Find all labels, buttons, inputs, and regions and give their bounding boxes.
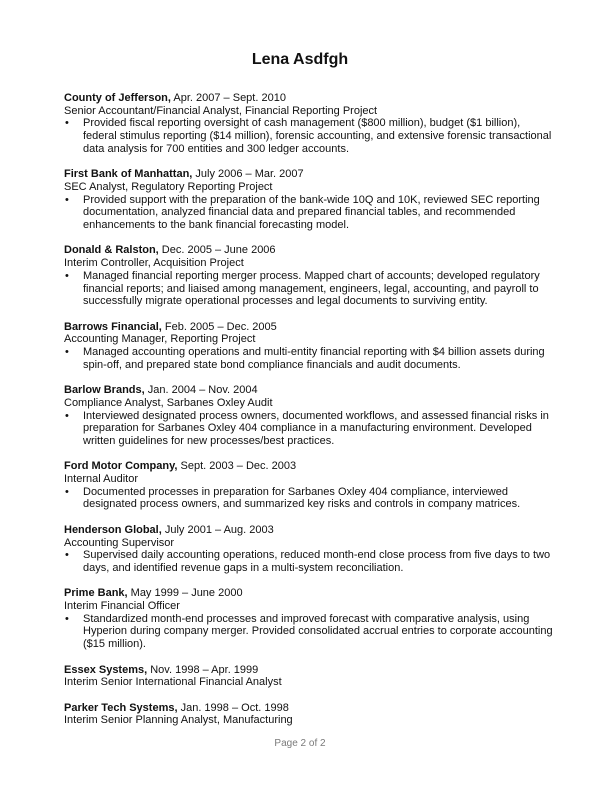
bullet-icon: • (65, 485, 69, 498)
bullet-item (64, 613, 554, 651)
job-entry (64, 244, 554, 308)
job-dates: Nov. 1998 – Apr. 1999 (147, 663, 259, 676)
job-entry (64, 664, 554, 689)
company-name: Parker Tech Systems, (64, 701, 178, 714)
job-dates: May 1999 – June 2000 (127, 587, 243, 600)
bullet-list (64, 613, 554, 651)
bullet-icon: • (65, 549, 69, 562)
company-name: Donald & Ralston, (64, 244, 159, 257)
job-heading (64, 524, 554, 537)
job-entry (64, 460, 554, 511)
bullet-icon: • (65, 193, 69, 206)
job-dates: July 2006 – Mar. 2007 (192, 168, 304, 181)
bullet-item (64, 270, 554, 308)
company-name: Barlow Brands, (64, 384, 145, 397)
job-entry (64, 524, 554, 575)
company-name: Ford Motor Company, (64, 460, 178, 473)
bullet-list (64, 117, 554, 155)
job-entry (64, 702, 554, 727)
job-dates: July 2001 – Aug. 2003 (161, 523, 274, 536)
job-dates: Jan. 2004 – Nov. 2004 (144, 384, 258, 397)
job-entry (64, 321, 554, 372)
job-heading (64, 587, 554, 600)
company-name: Essex Systems, (64, 663, 148, 676)
job-dates: Jan. 1998 – Oct. 1998 (177, 701, 289, 714)
company-name: Prime Bank, (64, 587, 128, 600)
job-heading (64, 460, 554, 473)
bullet-list (64, 410, 554, 448)
bullet-item (64, 410, 554, 448)
job-title: Interim Controller, Acquisition Project (64, 257, 244, 270)
bullet-text: Managed financial reporting merger process. Mapped chart of accounts; developed regulatory financial reports; and liaised among management, engineers, legal, accounting, and payroll to successfully migrate operational processes and legal documents to surviving entity. (83, 269, 540, 308)
bullet-icon: • (65, 612, 69, 625)
experience-section (64, 92, 554, 740)
company-name: Barrows Financial, (64, 320, 162, 333)
page-number: Page 2 of 2 (274, 738, 326, 749)
bullet-icon: • (65, 117, 69, 130)
job-title: Interim Financial Officer (64, 600, 180, 613)
resume-name: Lena Asdfgh (251, 51, 349, 68)
bullet-text: Provided fiscal reporting oversight of cash management ($800 million), budget ($1 billion), federal stimulus reporting ($14 million), forensic accounting, and extensive forensic transactional data analysis for 700 entities and 300 ledger accounts. (83, 117, 552, 155)
job-title: Senior Accountant/Financial Analyst, Financial Reporting Project (64, 104, 378, 117)
bullet-icon: • (65, 269, 69, 282)
job-heading (64, 244, 554, 257)
job-title: SEC Analyst, Regulatory Reporting Project (64, 180, 273, 193)
job-dates: Apr. 2007 – Sept. 2010 (170, 92, 286, 104)
bullet-list (64, 270, 554, 308)
job-heading (64, 92, 554, 105)
job-entry (64, 168, 554, 232)
bullet-item (64, 549, 554, 574)
job-title: Interim Senior International Financial Analyst (64, 676, 282, 689)
job-entry (64, 92, 554, 156)
job-title: Accounting Supervisor (64, 536, 175, 549)
bullet-icon: • (65, 409, 69, 422)
bullet-list (64, 346, 554, 371)
job-heading (64, 702, 554, 715)
job-heading (64, 384, 554, 397)
bullet-text: Managed accounting operations and multi-entity financial reporting with $4 billion assets during spin-off, and prepared state bond compliance financials and audit documents. (83, 346, 545, 371)
company-name: County of Jefferson, (64, 92, 171, 104)
job-title: Compliance Analyst, Sarbanes Oxley Audit (64, 396, 273, 409)
company-name: Henderson Global, (64, 523, 162, 536)
bullet-list (64, 194, 554, 232)
bullet-item (64, 194, 554, 232)
bullet-text: Supervised daily accounting operations, reduced month-end close process from five days to two days, and identified revenue gaps in a multi-system reconciliation. (83, 549, 551, 574)
bullet-text: Interviewed designated process owners, documented workflows, and assessed financial risks in preparation for Sarbanes Oxley 404 compliance in a manufacturing environment. Developed written guidelines for new processes/best practices. (83, 409, 549, 447)
job-heading (64, 664, 554, 677)
bullet-item (64, 117, 554, 155)
company-name: First Bank of Manhattan, (64, 168, 193, 181)
job-dates: Sept. 2003 – Dec. 2003 (177, 460, 297, 473)
job-heading (64, 168, 554, 181)
bullet-text: Standardized month-end processes and improved forecast with comparative analysis, using Hyperion during company merger. Provided consolidated accrual entries to corporate accounting ($15 million). (83, 612, 553, 651)
job-title: Accounting Manager, Reporting Project (64, 333, 256, 346)
bullet-item (64, 486, 554, 511)
job-entry (64, 384, 554, 448)
bullet-list (64, 486, 554, 511)
job-dates: Dec. 2005 – June 2006 (158, 244, 276, 257)
job-title: Internal Auditor (64, 473, 138, 486)
job-entry (64, 587, 554, 651)
job-title: Interim Senior Planning Analyst, Manufacturing (64, 714, 293, 727)
bullet-icon: • (65, 346, 69, 359)
bullet-item (64, 346, 554, 371)
bullet-text: Documented processes in preparation for Sarbanes Oxley 404 compliance, interviewed designated process owners, and summarized key risks and controls in company matrices. (83, 485, 521, 511)
job-dates: Feb. 2005 – Dec. 2005 (161, 320, 277, 333)
bullet-text: Provided support with the preparation of the bank-wide 10Q and 10K, reviewed SEC reporting documentation, analyzed financial data and prepared financial tables, and recommended enhancements to the bank financial forecasting model. (83, 193, 540, 232)
job-heading (64, 321, 554, 334)
bullet-list (64, 549, 554, 574)
